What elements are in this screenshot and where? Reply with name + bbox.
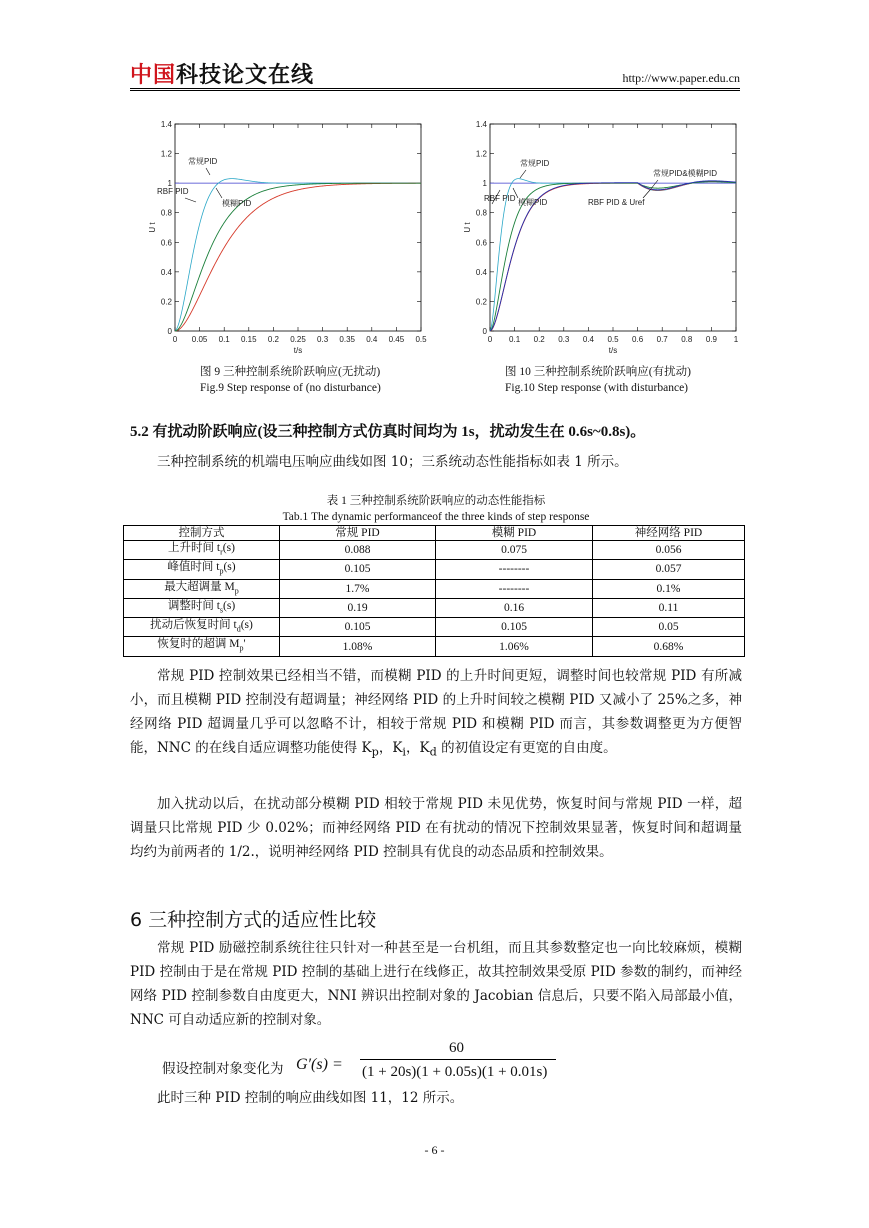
figure-9-caption-en: Fig.9 Step response of (no disturbance) bbox=[200, 382, 381, 394]
figure-9-caption-cn: 图 9 三种控制系统阶跃响应(无扰动) bbox=[200, 366, 381, 378]
metric-subscript: p bbox=[219, 566, 224, 576]
table-cell: 1.7% bbox=[280, 579, 436, 598]
figure-10-caption-en: Fig.10 Step response (with disturbance) bbox=[505, 382, 689, 394]
figure-9-caption bbox=[200, 364, 381, 396]
section-6-paragraph: 常规 PID 励磁控制系统往往只针对一种甚至是一台机组，而且其参数整定也一向比较麻烦，模糊 PID 控制由于是在常规 PID 控制的基础上进行在线修正，故其控制效果受原 PID 参数的制约，而神经网络 PID 控制参数自由度更大，NNI 辨识出控制对象的 Jacobian 信息后，只要不陷入局部最小值，NNC 可自动适应新的控制对象。 bbox=[130, 940, 742, 1028]
table-cell: 0.075 bbox=[436, 541, 593, 560]
table-cell-metric bbox=[124, 598, 280, 617]
formula-denominator: (1 + 20s)(1 + 0.05s)(1 + 0.01s) bbox=[362, 1064, 548, 1080]
x-axis-label: t/s bbox=[293, 346, 303, 355]
plot-frame bbox=[490, 124, 736, 331]
x-tick-label: 0.5 bbox=[415, 335, 427, 344]
x-tick-label: 0.1 bbox=[509, 335, 521, 344]
table-header-cell: 常规 PID bbox=[280, 526, 436, 541]
x-tick-label: 0.4 bbox=[582, 335, 594, 344]
table-1-caption-en: Tab.1 The dynamic performanceof the three kinds of step response bbox=[282, 511, 590, 523]
table-cell: 0.056 bbox=[593, 541, 745, 560]
metric-name: 最大超调量 M bbox=[164, 580, 235, 593]
table-row bbox=[124, 541, 745, 560]
metric-name: 峰值时间 t bbox=[167, 561, 220, 574]
table-cell: -------- bbox=[436, 579, 593, 598]
table-cell-metric bbox=[124, 560, 280, 579]
table-cell: 0.1% bbox=[593, 579, 745, 598]
y-tick-label: 0.8 bbox=[160, 208, 172, 218]
page-number: - 6 - bbox=[424, 1143, 445, 1157]
paragraph-analysis-text: 常规 PID 控制效果已经相当不错，而模糊 PID 的上升时间更短，调整时间也较常规 PID 有所减小，而且模糊 PID 控制没有超调量；神经网络 PID 的上升时间较之模糊 PID 又减小了 25%之多，神经网络 PID 超调量几乎可以忽略不计，相较于常规 PID 和模糊 PID 而言，其参数调整更为方便智能，NNC 的在线自适应调整功能使得 K bbox=[130, 668, 742, 756]
annotation-rbf-uref: RBF PID & Uref bbox=[588, 198, 645, 207]
table-cell-metric bbox=[124, 618, 280, 637]
metric-unit: (s) bbox=[223, 599, 236, 612]
paragraph-disturbance: 加入扰动以后，在扰动部分模糊 PID 相较于常规 PID 未见优势，恢复时间与常规 PID 一样，超调量只比常规 PID 少 0.02%；而神经网络 PID 在有扰动的情况下控制效果显著，恢复时间和超调量均约为前两者的 1/2.，说明神经网络 PID 控制具有优良的动态品质和控制效果。 bbox=[130, 796, 742, 860]
figure-9-plot bbox=[140, 118, 440, 363]
page-header bbox=[130, 58, 740, 88]
section-6-after: 此时三种 PID 控制的响应曲线如图 11，12 所示。 bbox=[157, 1090, 464, 1106]
x-tick-label: 0.3 bbox=[317, 335, 329, 344]
table-cell-metric bbox=[124, 637, 280, 656]
metric-subscript: d bbox=[236, 624, 241, 634]
table-cell: 0.105 bbox=[280, 560, 436, 579]
figure-10-caption-cn: 图 10 三种控制系统阶跃响应(有扰动) bbox=[505, 366, 691, 378]
x-tick-label: 0.2 bbox=[267, 335, 279, 344]
y-tick-label: 1.2 bbox=[160, 149, 172, 159]
metric-subscript: s bbox=[219, 605, 224, 615]
x-tick-label: 0.25 bbox=[290, 335, 306, 344]
ki-separator: ，K bbox=[378, 740, 403, 756]
section-5-2-title: 5.2 有扰动阶跃响应(设三种控制方式仿真时间均为 1s，扰动发生在 0.6s~0.8s)。 bbox=[130, 424, 646, 440]
section-5-2-paragraph: 三种控制系统的机端电压响应曲线如图 10；三系统动态性能指标如表 1 所示。 bbox=[157, 454, 628, 470]
formula-prefix: 假设控制对象变化为 bbox=[162, 1061, 284, 1077]
table-body bbox=[124, 541, 745, 657]
x-tick-label: 0.2 bbox=[533, 335, 545, 344]
y-tick-label: 1.4 bbox=[160, 120, 172, 129]
x-tick-label: 0.9 bbox=[705, 335, 717, 344]
logo-black-text: 科技论文在线 bbox=[176, 63, 315, 88]
table-1 bbox=[123, 525, 745, 657]
x-tick-label: 0.8 bbox=[681, 335, 693, 344]
formula-fraction-bar bbox=[360, 1059, 556, 1060]
y-tick-label: 1 bbox=[482, 179, 487, 189]
y-tick-label: 1.4 bbox=[475, 120, 487, 129]
metric-unit: (s) bbox=[222, 542, 235, 554]
figure-10 bbox=[458, 118, 748, 363]
formula-numerator: 60 bbox=[449, 1040, 464, 1056]
x-tick-label: 0.3 bbox=[558, 335, 570, 344]
y-axis-label: U t bbox=[463, 222, 472, 233]
y-tick-label: 0.4 bbox=[475, 267, 487, 277]
y-tick-label: 1 bbox=[167, 179, 172, 189]
header-rule bbox=[130, 88, 740, 89]
x-axis-label: t/s bbox=[608, 346, 618, 355]
table-cell: 0.057 bbox=[593, 560, 745, 579]
table-header-cell: 控制方式 bbox=[124, 526, 280, 541]
x-tick-label: 0.6 bbox=[632, 335, 644, 344]
annotation-fuzzy-pid: 模糊PID bbox=[518, 198, 548, 207]
x-tick-label: 0.1 bbox=[218, 335, 230, 344]
formula-lhs: G′(s) = bbox=[296, 1056, 343, 1073]
x-tick-label: 0.05 bbox=[191, 335, 208, 344]
header-url[interactable]: http://www.paper.edu.cn bbox=[622, 71, 740, 85]
y-tick-label: 0.4 bbox=[160, 267, 172, 277]
table-cell: 0.088 bbox=[280, 541, 436, 560]
plot-frame bbox=[175, 124, 421, 331]
x-tick-label: 0.4 bbox=[366, 335, 378, 344]
table-row bbox=[124, 637, 745, 656]
x-tick-label: 0.35 bbox=[339, 335, 355, 344]
metric-unit: (s) bbox=[223, 561, 236, 574]
annotation-conv-fuzzy: 常规PID&模糊PID bbox=[653, 169, 718, 178]
figure-9 bbox=[140, 118, 440, 363]
metric-name: 扰动后恢复时间 t bbox=[150, 619, 237, 632]
annotation-fuzzy-pid: 模糊PID bbox=[222, 199, 252, 208]
figure-10-plot bbox=[458, 118, 748, 363]
paragraph-analysis-tail: 的初值设定有更宽的自由度。 bbox=[436, 740, 617, 756]
metric-subscript: p bbox=[234, 585, 239, 595]
annotation-rbf-pid: RBF PID bbox=[157, 187, 189, 196]
y-tick-label: 0.2 bbox=[475, 297, 487, 307]
table-header-cell: 模糊 PID bbox=[436, 526, 593, 541]
figure-10-caption bbox=[505, 364, 691, 396]
annotation-conventional-pid: 常规PID bbox=[520, 159, 550, 168]
y-tick-label: 0.6 bbox=[160, 238, 172, 248]
y-tick-label: 0.8 bbox=[475, 208, 487, 218]
table-cell: 0.05 bbox=[593, 618, 745, 637]
table-cell: 0.105 bbox=[436, 618, 593, 637]
annotation-rbf-pid: RBF PID bbox=[484, 194, 516, 203]
table-cell: 1.08% bbox=[280, 637, 436, 656]
y-tick-label: 1.2 bbox=[475, 149, 487, 159]
table-cell: 0.16 bbox=[436, 598, 593, 617]
table-header-cell: 神经网络 PID bbox=[593, 526, 745, 541]
table-cell: 0.19 bbox=[280, 598, 436, 617]
x-tick-label: 1 bbox=[733, 335, 739, 344]
paragraph-analysis bbox=[130, 664, 742, 765]
y-tick-label: 0.6 bbox=[475, 238, 487, 248]
journal-logo bbox=[130, 58, 314, 89]
table-cell-metric bbox=[124, 579, 280, 598]
kp-subscript: p bbox=[371, 745, 379, 759]
x-tick-label: 0 bbox=[172, 335, 178, 344]
table-row bbox=[124, 579, 745, 598]
table-row bbox=[124, 560, 745, 579]
annotation-conventional-pid: 常规PID bbox=[188, 157, 218, 166]
x-tick-label: 0.5 bbox=[607, 335, 619, 344]
x-tick-label: 0.7 bbox=[656, 335, 668, 344]
table-row bbox=[124, 618, 745, 637]
table-1-caption-cn: 表 1 三种控制系统阶跃响应的动态性能指标 bbox=[326, 495, 546, 507]
table-cell: 0.11 bbox=[593, 598, 745, 617]
table-cell: -------- bbox=[436, 560, 593, 579]
metric-subscript: p bbox=[239, 643, 244, 653]
metric-name: 调整时间 t bbox=[167, 599, 220, 612]
y-axis-label: U t bbox=[148, 222, 157, 233]
x-tick-label: 0.15 bbox=[241, 335, 257, 344]
x-tick-label: 0 bbox=[487, 335, 493, 344]
table-cell: 0.105 bbox=[280, 618, 436, 637]
metric-unit: ' bbox=[243, 638, 246, 651]
header-rule-2 bbox=[130, 90, 740, 91]
y-tick-label: 0.2 bbox=[160, 297, 172, 307]
metric-name: 上升时间 t bbox=[168, 542, 221, 554]
section-6-title: 6 三种控制方式的适应性比较 bbox=[130, 909, 377, 931]
metric-name: 恢复时的超调 M bbox=[157, 638, 240, 651]
table-row bbox=[124, 598, 745, 617]
y-tick-label: 0 bbox=[482, 327, 487, 336]
table-cell: 1.06% bbox=[436, 637, 593, 656]
table-header-row bbox=[124, 526, 745, 541]
metric-subscript: r bbox=[220, 547, 223, 557]
ki-subscript: i bbox=[402, 745, 407, 759]
kd-subscript: d bbox=[429, 745, 437, 759]
logo-red-text: 中国 bbox=[130, 63, 177, 88]
kd-separator: ，K bbox=[406, 740, 430, 756]
table-cell-metric bbox=[124, 541, 280, 560]
x-tick-label: 0.45 bbox=[388, 335, 405, 344]
table-cell: 0.68% bbox=[593, 637, 745, 656]
metric-unit: (s) bbox=[240, 619, 253, 632]
y-tick-label: 0 bbox=[167, 327, 172, 336]
